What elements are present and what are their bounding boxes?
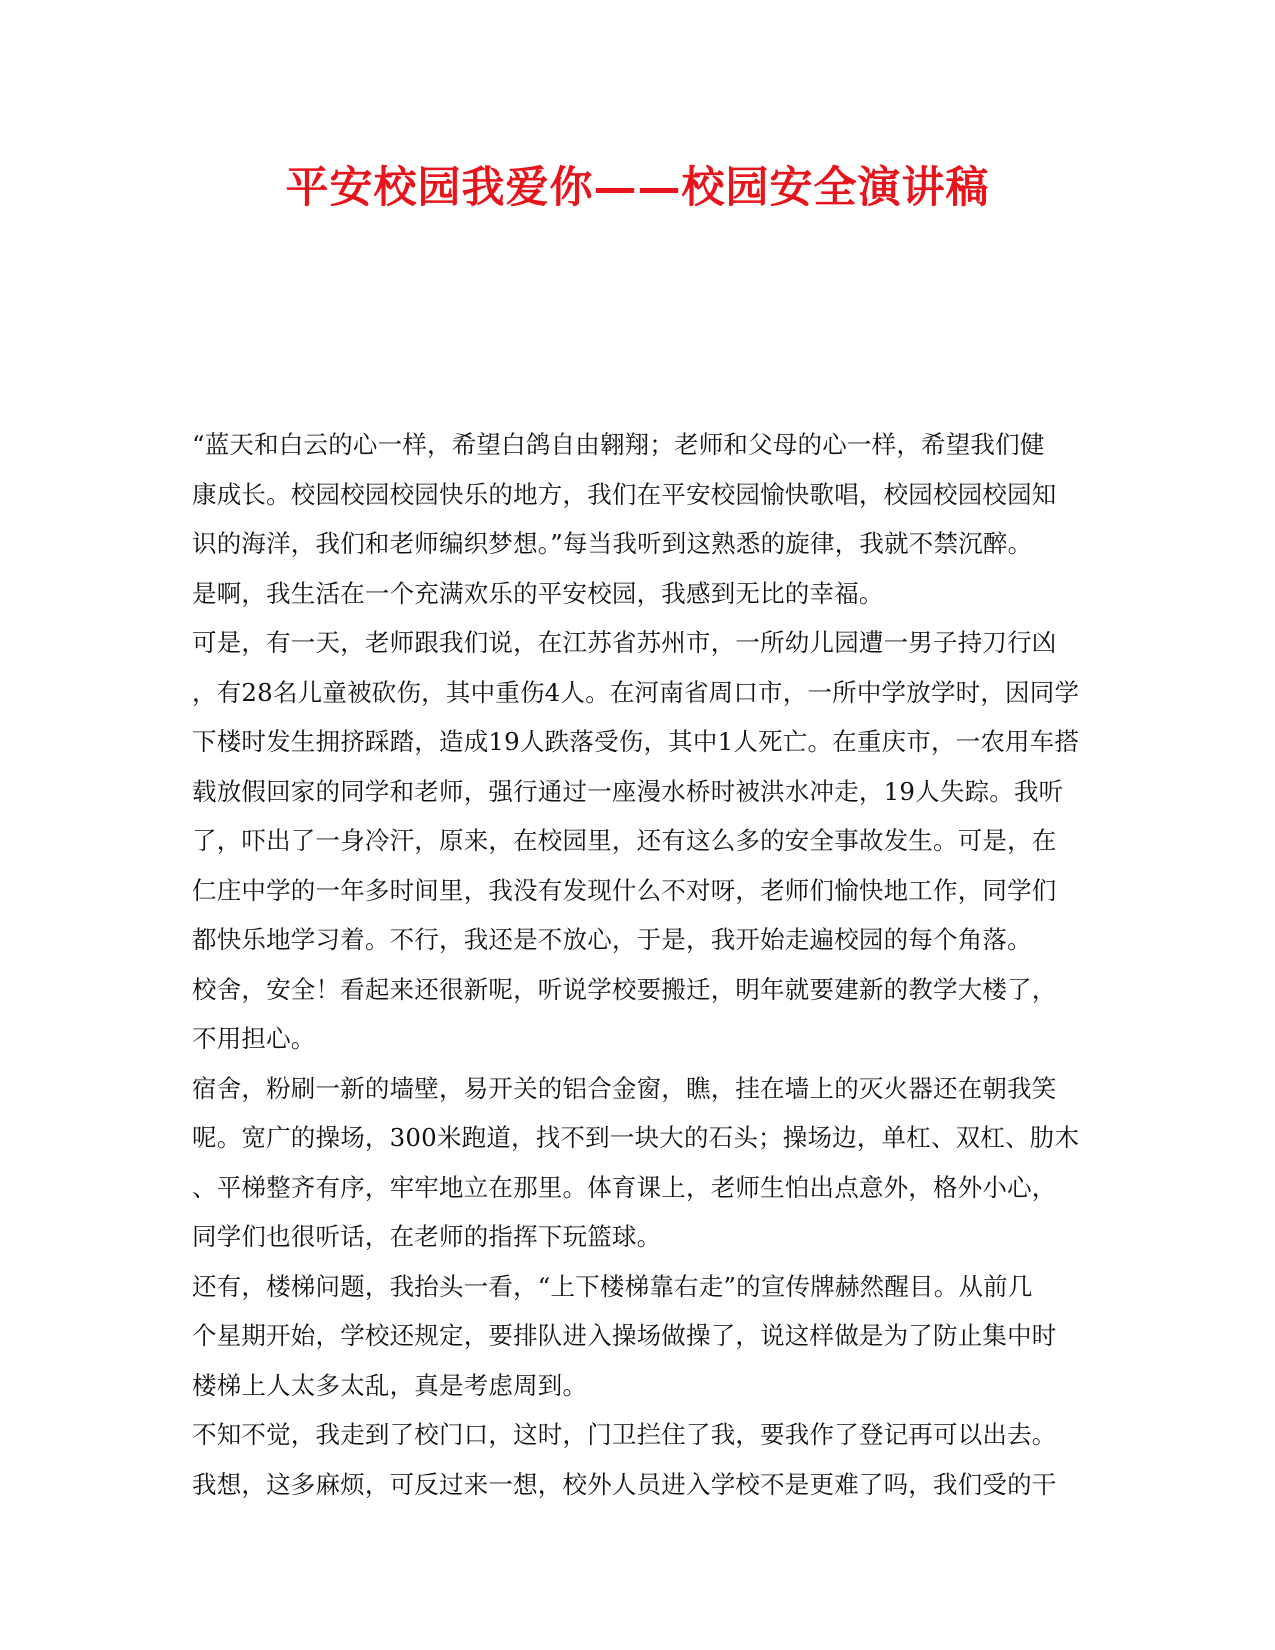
- text-line: 可是，有一天，老师跟我们说，在江苏省苏州市，一所幼儿园遭一男子持刀行凶: [192, 628, 1057, 657]
- text-line: 还有，楼梯问题，我抬头一看，“上下楼梯靠右走”的宣传牌赫然醒目。从前几: [192, 1271, 1033, 1301]
- text-line: 了，吓出了一身冷汗，原来，在校园里，还有这么多的安全事故发生。可是，在: [192, 826, 1057, 855]
- text-line: 载放假回家的同学和老师，强行通过一座漫水桥时被洪水冲走，19人失踪。我听: [192, 776, 1064, 806]
- text-line: 楼梯上人太多太乱，真是考虑周到。: [192, 1370, 588, 1400]
- text-line: ，有28名儿童被砍伤，其中重伤4人。在河南省周口市，一所中学放学时，因同学: [192, 677, 1080, 707]
- document-body: [192, 420, 1092, 1509]
- text-line: 仁庄中学的一年多时间里，我没有发现什么不对呀，老师们愉快地工作，同学们: [192, 875, 1057, 905]
- text-line: 同学们也很听话，在老师的指挥下玩篮球。: [192, 1222, 662, 1251]
- text-line: 个星期开始，学校还规定，要排队进入操场做操了，说这样做是为了防止集中时: [192, 1321, 1057, 1350]
- text-line: 宿舍，粉刷一新的墙壁，易开关的铝合金窗，瞧，挂在墙上的灭火器还在朝我笑: [192, 1073, 1057, 1103]
- text-line: 识的海洋，我们和老师编织梦想。”每当我听到这熟悉的旋律，我就不禁沉醉。: [192, 529, 1033, 558]
- text-line: 我想，这多麻烦，可反过来一想，校外人员进入学校不是更难了吗，我们受的干: [192, 1469, 1057, 1499]
- text-line: 都快乐地学习着。不行，我还是不放心，于是，我开始走遍校园的每个角落。: [192, 925, 1032, 954]
- text-line: 校舍，安全！看起来还很新呢，听说学校要搬迁，明年就要建新的教学大楼了，: [192, 974, 1057, 1004]
- text-line: 、平梯整齐有序，牢牢地立在那里。体育课上，老师生怕出点意外，格外小心，: [192, 1172, 1057, 1202]
- text-line: 呢。宽广的操场，300米跑道，找不到一块大的石头；操场边，单杠、双杠、肋木: [192, 1123, 1080, 1152]
- text-line: 康成长。校园校园校园快乐的地方，我们在平安校园愉快歌唱，校园校园校园知: [192, 479, 1057, 509]
- text-line: 下楼时发生拥挤踩踏，造成19人跌落受伤，其中1人死亡。在重庆市，一农用车搭: [192, 727, 1080, 756]
- text-line: 不知不觉，我走到了校门口，这时，门卫拦住了我，要我作了登记再可以出去。: [192, 1420, 1057, 1449]
- text-line: “蓝天和白云的心一样，希望白鸽自由翱翔；老师和父母的心一样，希望我们健: [192, 430, 1045, 459]
- text-line: 不用担心。: [192, 1024, 316, 1053]
- text-line: 是啊，我生活在一个充满欢乐的平安校园，我感到无比的幸福。: [192, 578, 884, 608]
- document-title: 平安校园我爱你——校园安全演讲稿: [285, 163, 990, 213]
